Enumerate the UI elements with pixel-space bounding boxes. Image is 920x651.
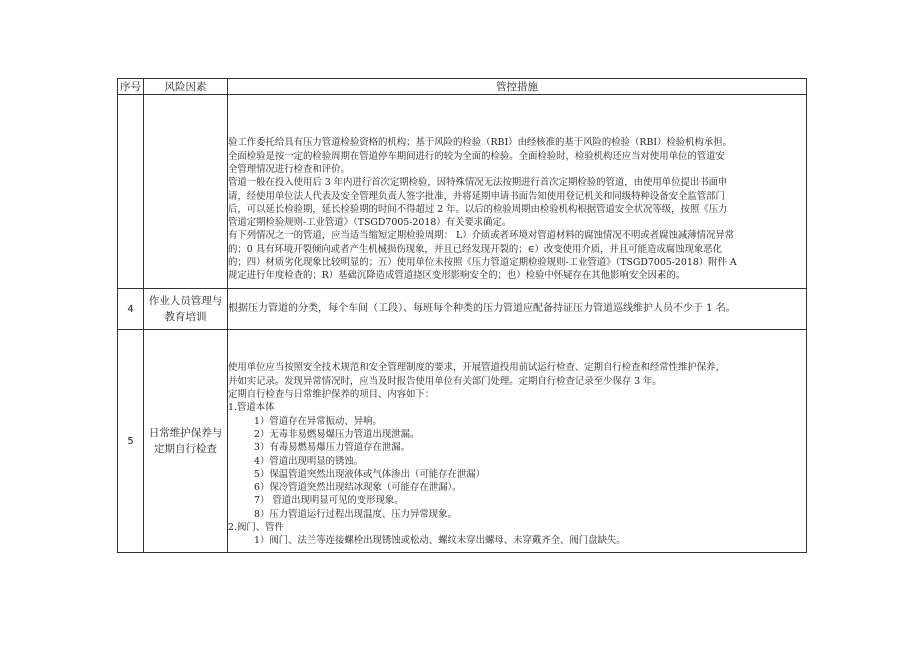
table-row bbox=[118, 95, 807, 289]
measure-line: 8）压力管道运行过程出现温度、压力异常现象。 bbox=[254, 508, 457, 520]
measure-line: 2.阀门、管件 bbox=[228, 521, 284, 533]
measure-line: 5）保温管道突然出现液体或气体渗出（可能存在泄漏） bbox=[254, 468, 485, 480]
table-row bbox=[118, 289, 807, 330]
measure-line: 的；四）材质劣化现象比较明显的；五）使用单位未按照《压力管道定期检验规则-工业管道》（TSGD7005-2018）附件 A bbox=[228, 257, 737, 269]
measure-line: 验工作委托给具有压力管道检验资格的机构；基于风险的检验（RBI）由经核准的基于风险的检验（RBI）检验机构承担。 bbox=[228, 137, 733, 149]
risk-control-table bbox=[117, 78, 807, 553]
row-factor: 日常维护保养与定期自行检查 bbox=[144, 330, 228, 553]
measure-line: 3）有毒易燃易爆压力管道存在泄漏。 bbox=[254, 442, 410, 454]
measure-line: 并如实记录。发现异常情况时，应当及时报告使用单位有关部门处理。定期自行检查记录至少保存 3 年。 bbox=[228, 375, 662, 387]
row-measure: 根据压力管道的分类，每个车间（工段）、每班每个种类的压力管道应配备持证压力管道巡线维护人员不少于 1 名。 bbox=[228, 289, 807, 330]
header-factor: 风险因素 bbox=[144, 79, 228, 95]
header-row bbox=[118, 79, 807, 95]
measure-line: 6）保冷管道突然出现结冰现象（可能存在泄漏）。 bbox=[254, 482, 462, 494]
measure-line: 后，可以延长检验期，延长检验期的时间不得超过 2 年。以后的检验周期由检验机构根据管道安全状况等级，按照《压力 bbox=[228, 203, 728, 215]
header-measure: 管控措施 bbox=[228, 79, 807, 95]
row-number: 5 bbox=[118, 330, 144, 553]
measure-line: 2）无毒非易燃易爆压力管道出现泄漏。 bbox=[254, 428, 420, 440]
measure-line: 1.管道本体 bbox=[228, 402, 275, 414]
row-measure bbox=[228, 95, 807, 289]
measure-line: 有下列情况之一的管道，应当适当缩短定期检验周期： L）介质或者环境对管道材料的腐蚀情况不明或者腐蚀减薄情况异常 bbox=[228, 230, 735, 242]
row-factor: 作业人员管理与教育培训 bbox=[144, 289, 228, 330]
table-row bbox=[118, 330, 807, 553]
measure-line: 规定进行年度检查的；R）基础沉降造成管道挠区变形影响安全的；也）检验中怀疑存在其他影响安全因素的。 bbox=[228, 270, 686, 282]
header-no: 序号 bbox=[118, 79, 144, 95]
row-number bbox=[118, 95, 144, 289]
measure-line: 使用单位应当按照安全技术规范和安全管理制度的要求，开展管道投用前试运行检查、定期自行检查和经常性维护保养， bbox=[228, 362, 725, 374]
measure-line: 全管理情况进行检查和评价。 bbox=[228, 163, 350, 175]
measure-line: 请，经使用单位法人代表及安全管理负责人签字批准，并将延期申请书面告知使用登记机关和同级特种设备安全监管部门 bbox=[228, 190, 725, 202]
row-factor bbox=[144, 95, 228, 289]
measure-line: 的；0 具有环境开裂倾向或者产生机械损伤现象，并且已经发现开裂的；∈）改变使用介质，并且可能造成腐蚀现象恶化 bbox=[228, 243, 723, 255]
measure-line: 全面检验是按一定的检验周期在管道停车期间进行的较为全面的检验。全面检验时，检验机构还应当对使用单位的管道安 bbox=[228, 150, 725, 162]
measure-line: 1）阀门、法兰等连接螺栓出现锈蚀或松动、螺纹未穿出螺母、未穿戴齐全、阀门盘缺失。 bbox=[254, 535, 626, 547]
measure-line: 7） 管道出现明显可见的变形现象。 bbox=[254, 495, 404, 507]
measure-line: 4）管道出现明显的锈蚀。 bbox=[254, 455, 364, 467]
measure-line: 管道一般在投入使用后 3 年内进行首次定期检验，因特殊情况无法按期进行首次定期检验的管道，由使用单位提出书面申 bbox=[228, 177, 728, 189]
row-measure bbox=[228, 330, 807, 553]
measure-line: 管道定期检验规则-工业管道》（TSGD7005-2018）有关要求确定。 bbox=[228, 217, 512, 229]
row-number: 4 bbox=[118, 289, 144, 330]
measure-line: 1）管道存在异常振动、异响。 bbox=[254, 415, 382, 427]
measure-line: 定期自行检查与日常维护保养的项目、内容如下： bbox=[228, 389, 435, 401]
